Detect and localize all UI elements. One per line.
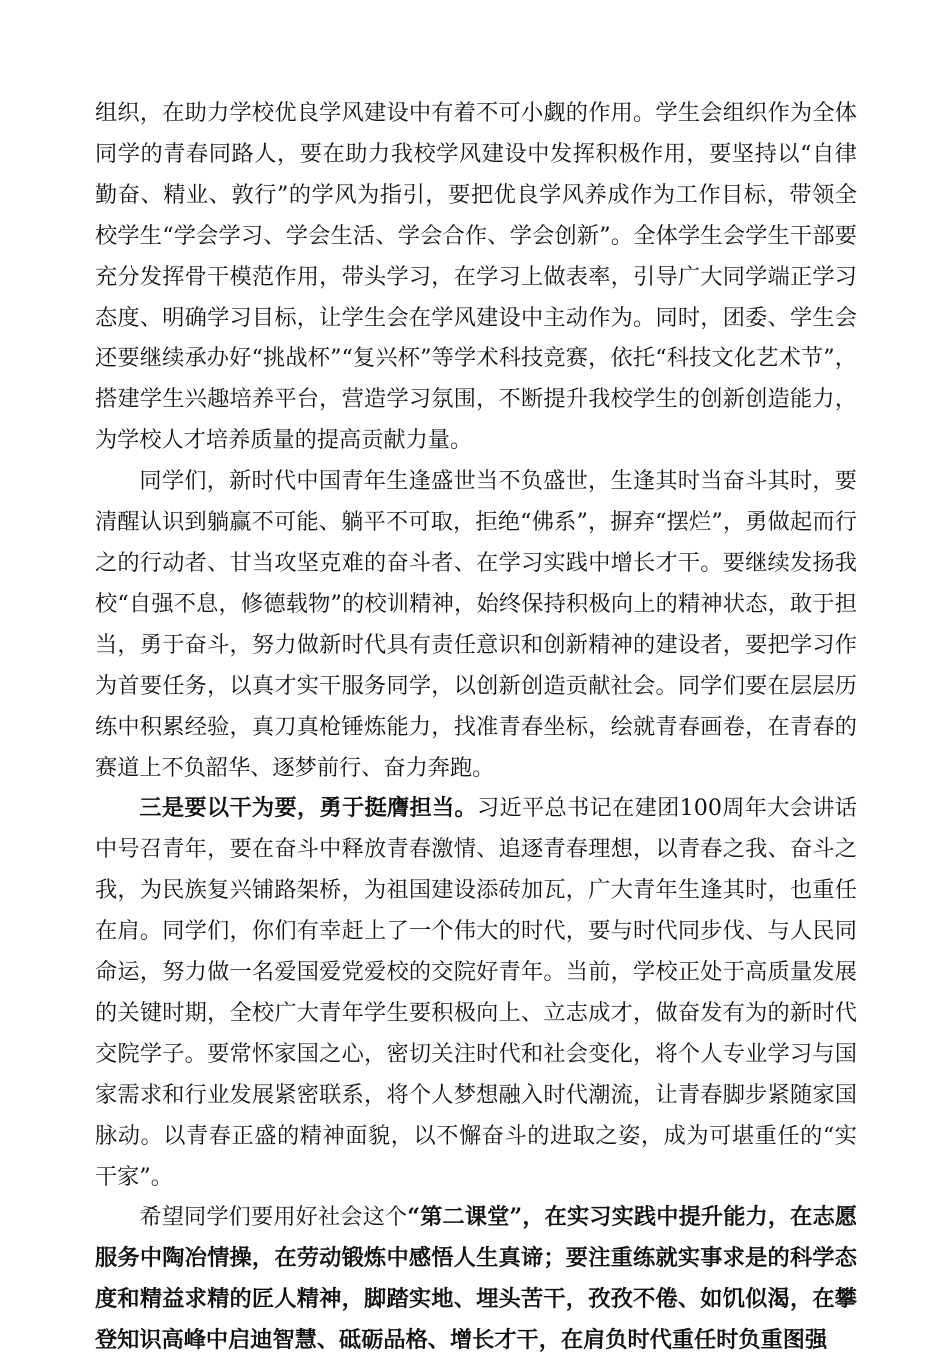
body-text	[95, 93, 857, 1361]
paragraph-1	[95, 93, 857, 461]
paragraph-2	[95, 461, 857, 788]
paragraph-3-text: 习近平总书记在建团100周年大会讲话中号召青年，要在奋斗中释放青春激情、追逐青春理想，以青春之我、奋斗之我，为民族复兴铺路架桥，为祖国建设添砖加瓦，广大青年生逢其时，也重任在肩。同学们，你们有幸赶上了一个伟大的时代，要与时代同步伐、与人民同命运，努力做一名爱国爱党爱校的交院好青年。当前，学校正处于高质量发展的关键时期，全校广大青年学生要积极向上、立志成才，做奋发有为的新时代交院学子。要常怀家国之心，密切关注时代和社会变化，将个人专业学习与国家需求和行业发展紧密联系，将个人梦想融入时代潮流，让青春脚步紧随家国脉动。以青春正盛的精神面貌，以不懈奋斗的进取之姿，成为可堪重任的“实干家”。	[95, 795, 857, 1190]
paragraph-1-text: 组织，在助力学校优良学风建设中有着不可小觑的作用。学生会组织作为全体同学的青春同路人，要在助力我校学风建设中发挥积极作用，要坚持以“自律勤奋、精业、敦行”的学风为指引，要把优良学风养成作为工作目标，带领全校学生“学会学习、学会生活、学会合作、学会创新”。全体学生会学生干部要充分发挥骨干模范作用，带头学习，在学习上做表率，引导广大同学端正学习态度、明确学习目标，让学生会在学风建设中主动作为。同时，团委、学生会还要继续承办好“挑战杯”“复兴杯”等学术科技竞赛，依托“科技文化艺术节”，搭建学生兴趣培养平台，营造学习氛围，不断提升我校学生的创新创造能力，为学校人才培养质量的提高贡献力量。	[95, 100, 857, 454]
paragraph-4-bold-text: “第二课堂”，在实习实践中提升能力，在志愿服务中陶冶情操，在劳动锻炼中感悟人生真谛；要注重练就实事求是的科学态度和精益求精的匠人精神，脚踏实地、埋头苦干，孜孜不倦、如饥似渴，在攀登知识高峰中启迪智慧、砥砺品格、增长才干，在肩负时代重任时负重图强	[95, 1204, 858, 1354]
paragraph-3	[95, 788, 857, 1197]
paragraph-4-text: 希望同学们要用好社会这个	[139, 1204, 408, 1231]
paragraph-2-text: 同学们，新时代中国青年生逢盛世当不负盛世，生逢其时当奋斗其时，要清醒认识到躺赢不可能、躺平不可取，拒绝“佛系”，摒弃“摆烂”，勇做起而行之的行动者、甘当攻坚克难的奋斗者、在学习实践中增长才干。要继续发扬我校“自强不息，修德载物”的校训精神，始终保持积极向上的精神状态，敢于担当，勇于奋斗，努力做新时代具有责任意识和创新精神的建设者，要把学习作为首要任务，以真才实干服务同学，以创新创造贡献社会。同学们要在层层历练中积累经验，真刀真枪锤炼能力，找准青春坐标，绘就青春画卷，在青春的赛道上不负韶华、逐梦前行、奋力奔跑。	[95, 468, 857, 781]
paragraph-3-heading: 三是要以干为要，勇于挺膺担当。	[139, 795, 478, 822]
paragraph-4	[95, 1197, 857, 1361]
